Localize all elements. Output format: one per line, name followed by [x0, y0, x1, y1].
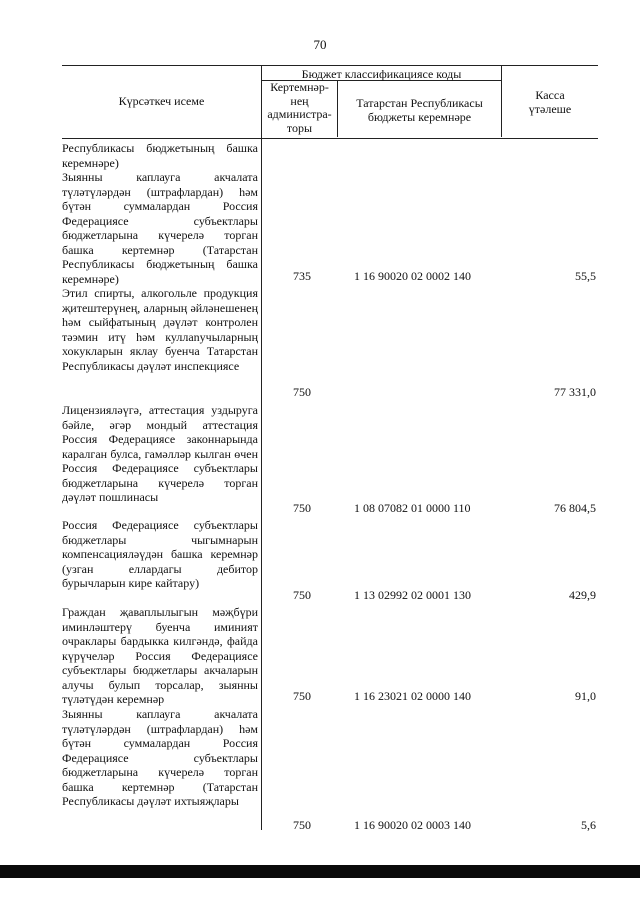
row-description: Этил спирты, алкогольле продукция җитештерүнең, аларның әйләнешенең һәм сыйфатының дәүләт контролен тәэмин итү һәм куллanучыларның хокукларын яклау буенча Татарстан Республикасы дәүләт инспекциясе — [62, 286, 258, 373]
row-admin-code: 750 — [293, 689, 311, 703]
row-admin-code: 750 — [293, 501, 311, 515]
row-admin-code: 735 — [293, 269, 311, 283]
row-budget-code: 1 08 07082 01 0000 110 — [354, 501, 471, 515]
header-cash-execution: Касса үтәлеше — [528, 88, 572, 116]
row-budget-code: 1 16 90020 02 0003 140 — [354, 818, 471, 832]
row-amount: 429,9 — [569, 588, 596, 602]
column-divider — [261, 137, 262, 830]
row-admin-code: 750 — [293, 818, 311, 832]
row-description: Лицензияләүгә, аттестация уздыруга бәйле, әгәр мондый аттестация Россия Федерациясе законнарында каралган булса, гамәлләр кылган өчен Россия Федерациясе субъектлары бюджетларына күчерелә торган дәүләт пошлинасы — [62, 403, 258, 504]
header-tatarstan-revenue: Татарстан Республикасы бюджеты керемнәре — [356, 96, 483, 124]
row-amount: 77 331,0 — [554, 385, 596, 399]
header-administrator: Кертемнәр- нең администра- торы — [267, 80, 332, 135]
row-description: Зыянны каплауга акчалата түләтүләрдән (штрафлардан) һәм бүтән суммалардан Россия Федерациясе субъектлары бюджетларына күчерелә торган башка кертемнәр (Татарстан Республикасы бюджетының башка керемнәре) — [62, 170, 258, 286]
row-description: Граждан җаваплылыгын мәҗбүри иминләштерү буенча иминият очраклары бардыкка килгәндә, файда күрүчеләр Россия Федерациясе субъектлары бюджетлары акчаларын алучы булып торсалар, зыянны түләтүдән керемнәр — [62, 605, 258, 706]
row-amount: 55,5 — [575, 269, 596, 283]
row-amount: 91,0 — [575, 689, 596, 703]
row-amount: 5,6 — [581, 818, 596, 832]
header-budget-classification: Бюджет классификациясе коды — [301, 67, 462, 81]
row-description: Россия Федерациясе субъектлары бюджетлары чыгымнарын компенсацияләүдән башка керемнәр (узган еллардагы дебитор бурычларын кире кайтару) — [62, 518, 258, 590]
scan-edge-bar — [0, 865, 640, 878]
row-description: Республикасы бюджетының башка керемнәре) — [62, 141, 258, 170]
row-budget-code: 1 16 90020 02 0002 140 — [354, 269, 471, 283]
row-budget-code: 1 16 23021 02 0000 140 — [354, 689, 471, 703]
page-number: 70 — [313, 37, 327, 52]
row-admin-code: 750 — [293, 588, 311, 602]
row-description: Зыянны каплауга акчалата түләтүләрдән (штрафлардан) һәм бүтән суммалардан Россия Федерациясе субъектлары бюджетларына күчерелә торган башка кертемнәр (Татарстан Республикасы дәүләт ихтыяҗлары — [62, 707, 258, 808]
row-admin-code: 750 — [293, 385, 311, 399]
row-budget-code: 1 13 02992 02 0001 130 — [354, 588, 471, 602]
header-indicator-name: Күрсәткеч исеме — [118, 94, 205, 108]
row-amount: 76 804,5 — [554, 501, 596, 515]
